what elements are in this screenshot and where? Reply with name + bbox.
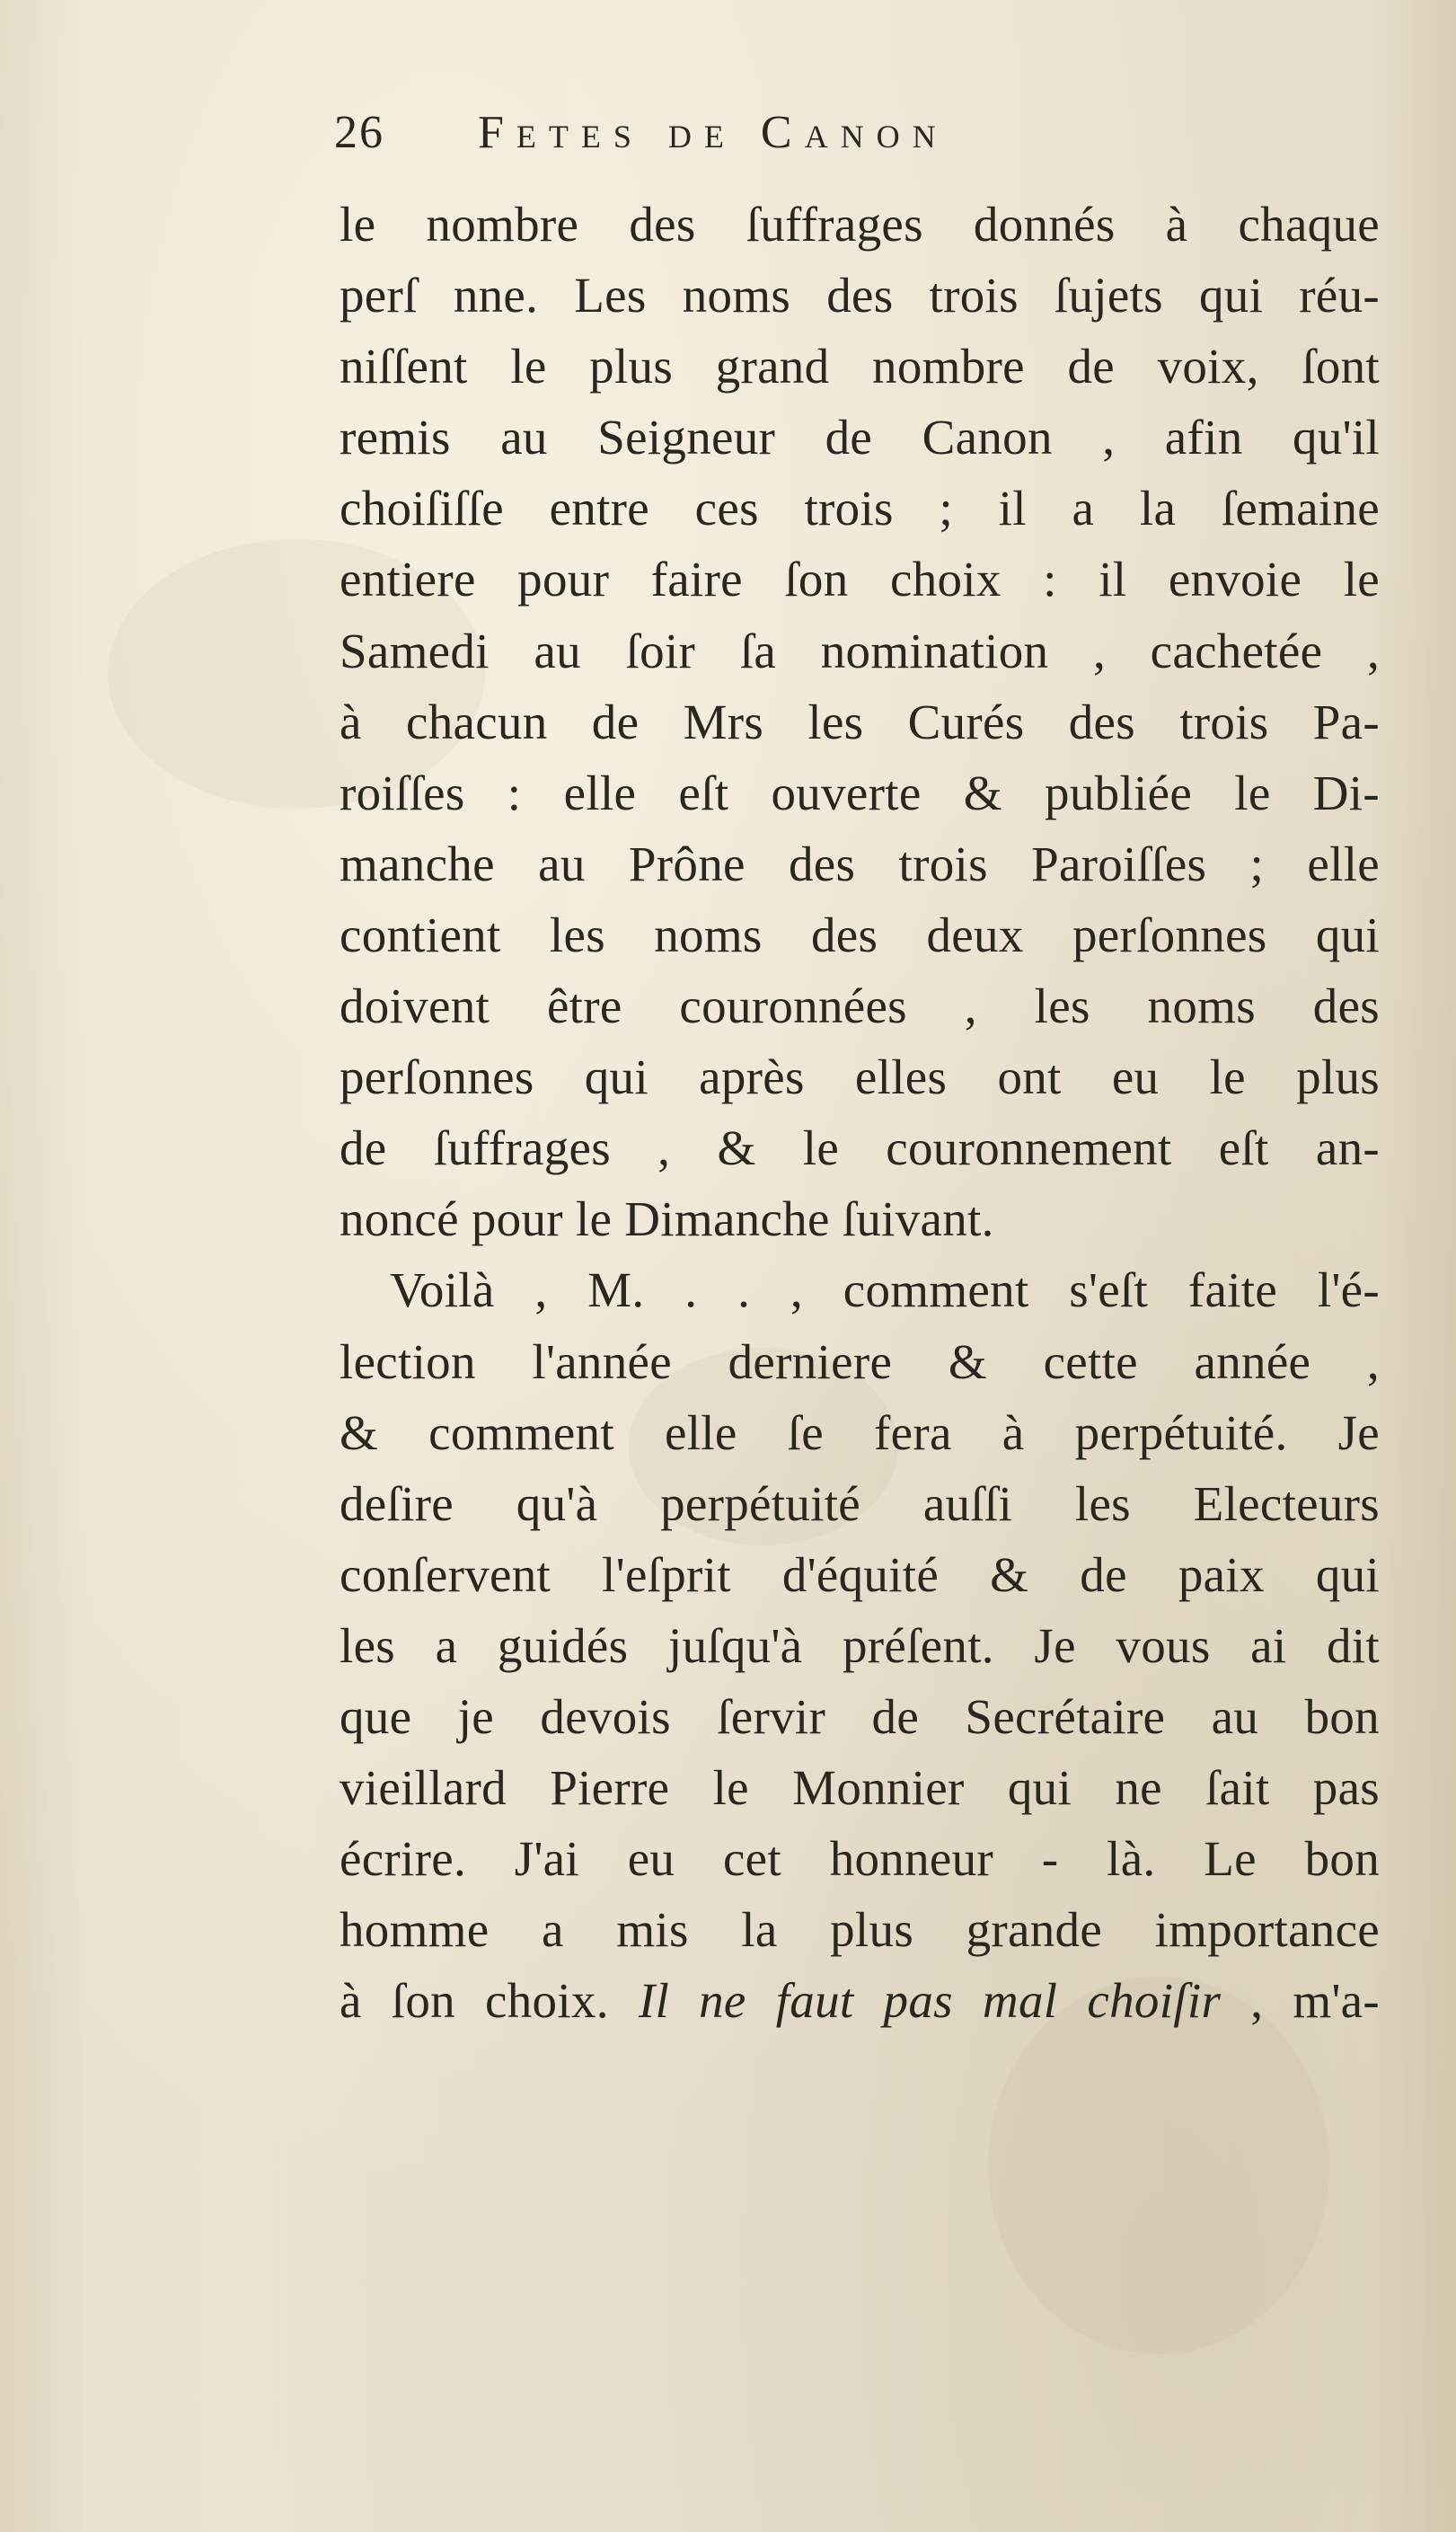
- text-line: deſire qu'à perpétuité auſſi les Electeurs: [340, 1475, 1380, 1531]
- page-number: 26: [334, 107, 384, 158]
- text-line: entiere pour faire ſon choix : il envoie le: [340, 552, 1380, 607]
- final-line-italic-quote: Il ne faut pas mal choiſir: [638, 1973, 1222, 2029]
- text-line: à chacun de Mrs les Curés des trois Pa-: [340, 694, 1380, 749]
- text-line: conſervent l'eſprit d'équité & de paix qui: [340, 1546, 1380, 1602]
- text-line: le nombre des ſuffrages donnés à chaque: [340, 197, 1380, 252]
- text-line: homme a mis la plus grande importance: [340, 1902, 1380, 1958]
- text-line: perſonnes qui après elles ont eu le plus: [340, 1049, 1380, 1105]
- text-line: que je devois ſervir de Secrétaire au bon: [340, 1688, 1380, 1744]
- paragraph-start-line: Voilà , M. . . , comment s'eſt faite l'é-: [390, 1262, 1380, 1318]
- text-line: doivent être couronnées , les noms des: [340, 978, 1380, 1034]
- final-line-tail: , m'a-: [1221, 1973, 1380, 2029]
- text-line: écrire. J'ai eu cet honneur - là. Le bon: [340, 1831, 1380, 1887]
- final-text-line: [340, 1965, 1380, 2036]
- text-line: roiſſes : elle eſt ouverte & publiée le Di-: [340, 765, 1380, 820]
- text-line: les a guidés juſqu'à préſent. Je vous ai dit: [340, 1617, 1380, 1673]
- text-line: perſ nne. Les noms des trois ſujets qui réu-: [340, 268, 1380, 323]
- text-line: de ſuffrages , & le couronnement eſt an-: [340, 1120, 1380, 1176]
- page-header: [334, 106, 1143, 169]
- text-line: manche au Prône des trois Paroiſſes ; elle: [340, 836, 1380, 891]
- text-line: & comment elle ſe fera à perpétuité. Je: [340, 1404, 1380, 1460]
- text-line: niſſent le plus grand nombre de voix, ſont: [340, 339, 1380, 394]
- text-line: vieillard Pierre le Monnier qui ne ſait pas: [340, 1760, 1380, 1816]
- paragraph-end-line: noncé pour le Dimanche ſuivant.: [340, 1191, 994, 1247]
- text-line: lection l'année derniere & cette année ,: [340, 1333, 1380, 1389]
- text-line: Samedi au ſoir ſa nomination , cachetée ,: [340, 623, 1380, 678]
- text-line: choiſiſſe entre ces trois ; il a la ſemaine: [340, 481, 1380, 536]
- final-line-roman: à ſon choix.: [340, 1973, 639, 2029]
- body-text: [340, 189, 1380, 2036]
- text-line: contient les noms des deux perſonnes qui: [340, 907, 1380, 962]
- text-line: remis au Seigneur de Canon , afin qu'il: [340, 410, 1380, 465]
- running-title: Fetes de Canon: [478, 107, 949, 158]
